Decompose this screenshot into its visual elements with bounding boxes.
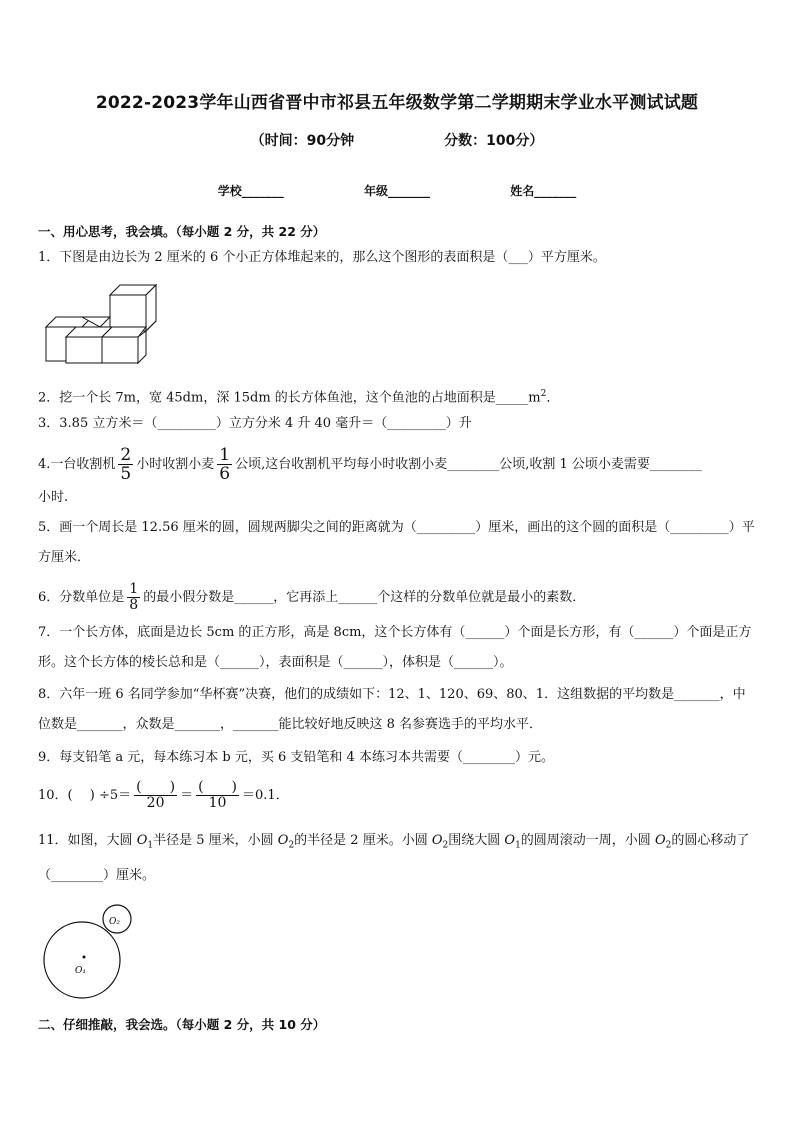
cube-front-face bbox=[110, 295, 146, 331]
big-circle-center bbox=[83, 956, 86, 959]
page-title: 2022-2023学年山西省晋中市祁县五年级数学第二学期期末学业水平测试试题 bbox=[95, 93, 699, 113]
school-field: 学校_______ bbox=[217, 184, 284, 198]
exam-time: （时间：90分钟 bbox=[250, 133, 355, 149]
fraction: $\frac{2}{5}$ bbox=[120, 445, 132, 484]
name-field: 姓名_______ bbox=[510, 184, 577, 198]
section-one-heading: 一、用心思考，我会填。（每小题 2 分，共 22 分） bbox=[38, 224, 326, 239]
question-7: 7．一个长方体，底面是边长 5cm 的正方形，高是 8cm，这个长方体有（______）个面是长方形，有（______）个面是正方形。这个长方体的棱长总和是（______），表面积是（______），体积是（______）。 bbox=[38, 625, 752, 670]
question-9: 9．每支铅笔 a 元，每本练习本 b 元，买 6 支铅笔和 4 本练习本共需要（________）元。 bbox=[38, 750, 554, 765]
fraction: $\frac{1}{8}$ bbox=[129, 581, 139, 613]
circles-figure bbox=[40, 902, 140, 1002]
grade-field: 年级_______ bbox=[363, 184, 430, 198]
question-4-cont: 小时. bbox=[38, 490, 69, 505]
question-1: 1．下图是由边长为 2 厘米的 6 个小正方体堆起来的，那么这个图形的表面积是（___）平方厘米。 bbox=[38, 250, 606, 265]
cube-front-face bbox=[102, 337, 138, 363]
question-4: 4.一台收割机 $\frac{2}{5}$ 小时收割小麦 $\frac{1}{6}$ 公顷,这台收割机平均每小时收割小麦________公顷,收割 1 公顷小麦需要________ bbox=[38, 445, 702, 484]
small-circle-label: O₂ bbox=[109, 917, 120, 927]
big-circle-label: O₁ bbox=[75, 966, 86, 976]
exam-subtitle bbox=[0, 130, 794, 150]
question-5: 5．画一个周长是 12.56 厘米的圆，圆规两脚尖之间的距离就为（_________）厘米，画出的这个圆的面积是（_________）平方厘米． bbox=[38, 520, 755, 565]
question-11: 11．如图，大圆 $O_1$半径是 5 厘米，小圆 $O_2$的半径是 2 厘米。小圆 $O_2$围绕大圆 $O_1$的圆周滚动一周，小圆 $O_2$的圆心移动了（________）厘米。 bbox=[38, 833, 750, 883]
fraction: $\frac{( )}{20}$ bbox=[136, 779, 176, 811]
student-info bbox=[0, 182, 794, 199]
cube-front-face bbox=[66, 337, 102, 363]
exam-score: 分数：100分） bbox=[444, 133, 544, 149]
question-2: 2．挖一个长 7m，宽 45dm，深 15dm 的长方体鱼池，这个鱼池的占地面积是$\_\_\_\_\_m^2$． bbox=[38, 389, 560, 406]
cube-side-face bbox=[138, 331, 146, 363]
cubes-figure bbox=[44, 283, 164, 365]
big-circle bbox=[44, 922, 120, 998]
question-10: 10．( ) ÷5＝ $\frac{( )}{20}$ ＝ $\frac{( )}{10}$ ＝0.1． bbox=[38, 779, 289, 811]
question-8: 8．六年一班 6 名同学参加“华杯赛”决赛，他们的成绩如下：12、1、120、69、80、1．这组数据的平均数是_______，中位数是_______，众数是_______，_______能比较好地反映这 8 名参赛选手的平均水平． bbox=[38, 687, 746, 732]
fraction: $\frac{( )}{10}$ bbox=[198, 779, 238, 811]
fraction: $\frac{1}{6}$ bbox=[219, 445, 231, 484]
question-3: 3．3.85 立方米＝（_________）立方分米 4 升 40 毫升＝（_________）升 bbox=[38, 416, 472, 431]
question-6: 6．分数单位是 $\frac{1}{8}$ 的最小假分数是______，它再添上______个这样的分数单位就是最小的素数． bbox=[38, 581, 586, 613]
section-two-heading: 二、仔细推敲，我会选。（每小题 2 分，共 10 分） bbox=[38, 1017, 326, 1032]
